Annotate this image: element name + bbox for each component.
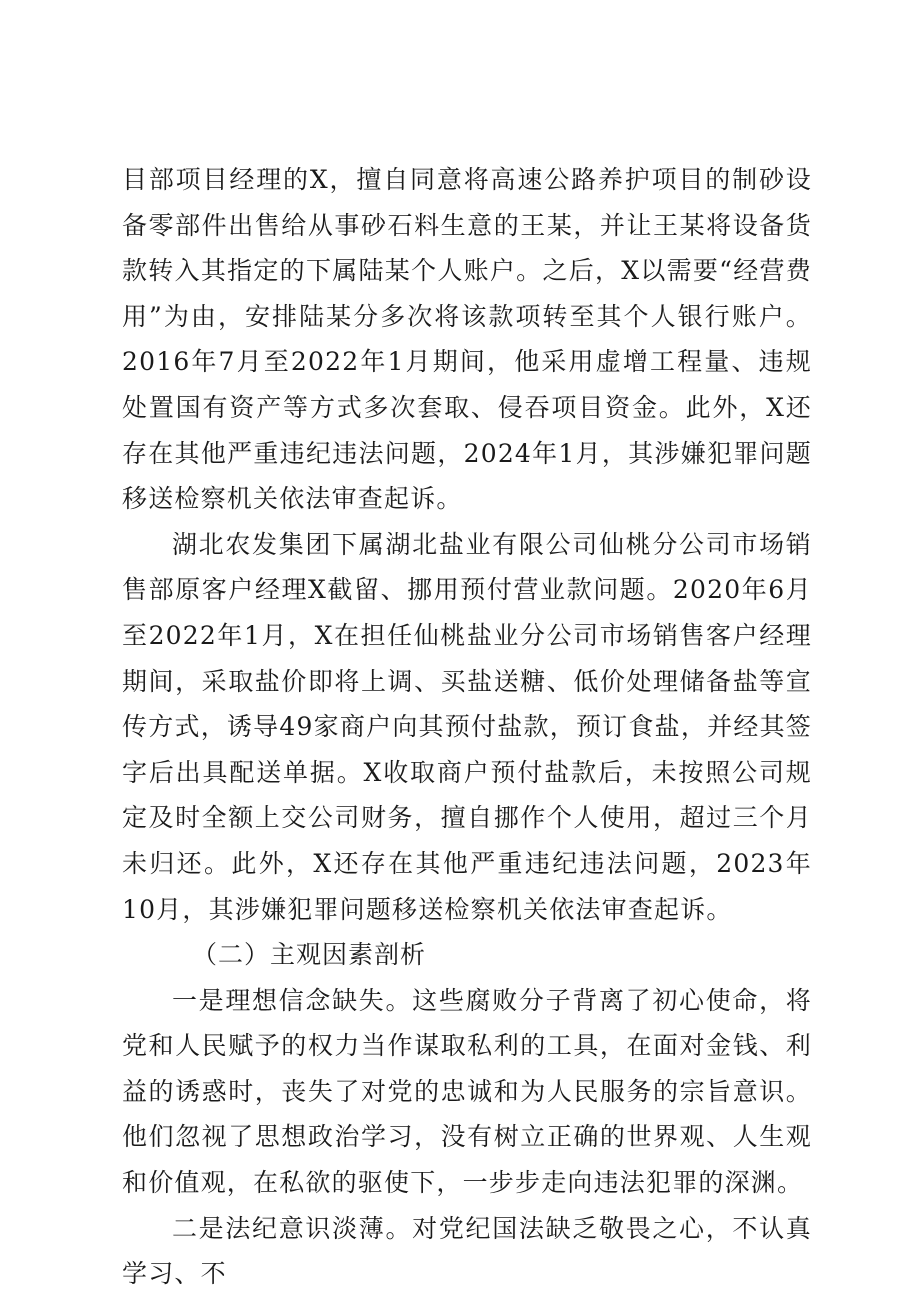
paragraph-law-awareness: 二是法纪意识淡薄。对党纪国法缺乏敬畏之心，不认真学习、不 [122,1213,812,1289]
paragraph-salt-company-case: 湖北农发集团下属湖北盐业有限公司仙桃分公司市场销售部原客户经理X截留、挪用预付营业款问题。2020年6月至2022年1月，X在担任仙桃盐业分公司市场销售客户经理期间，采取盐价即将上调、买盐送糖、低价处理储备盐等宣传方式，诱导49家商户向其预付盐款，预订食盐，并经其签字后出具配送单据。X收取商户预付盐款后，未按照公司规定及时全额上交公司财务，擅自挪作个人使用，超过三个月未归还。此外，X还存在其他严重违纪违法问题，2023年10月，其涉嫌犯罪问题移送检察机关依法审查起诉。 [122,529,812,924]
section-heading: （二）主观因素剖析 [192,940,427,970]
document-body [122,157,812,1297]
paragraph-ideals-lacking: 一是理想信念缺失。这些腐败分子背离了初心使命，将党和人民赋予的权力当作谋取私利的工具，在面对金钱、利益的诱惑时，丧失了对党的忠诚和为人民服务的宗旨意识。他们忽视了思想政治学习，没有树立正确的世界观、人生观和价值观，在私欲的驱使下，一步步走向违法犯罪的深渊。 [122,985,812,1198]
paragraph-continued: 目部项目经理的X，擅自同意将高速公路养护项目的制砂设备零部件出售给从事砂石料生意的王某，并让王某将设备货款转入其指定的下属陆某个人账户。之后，X以需要“经营费用”为由，安排陆某分多次将该款项转至其个人银行账户。2016年7月至2022年1月期间，他采用虚增工程量、违规处置国有资产等方式多次套取、侵吞项目资金。此外，X还存在其他严重违纪违法问题，2024年1月，其涉嫌犯罪问题移送检察机关依法审查起诉。 [122,165,812,514]
